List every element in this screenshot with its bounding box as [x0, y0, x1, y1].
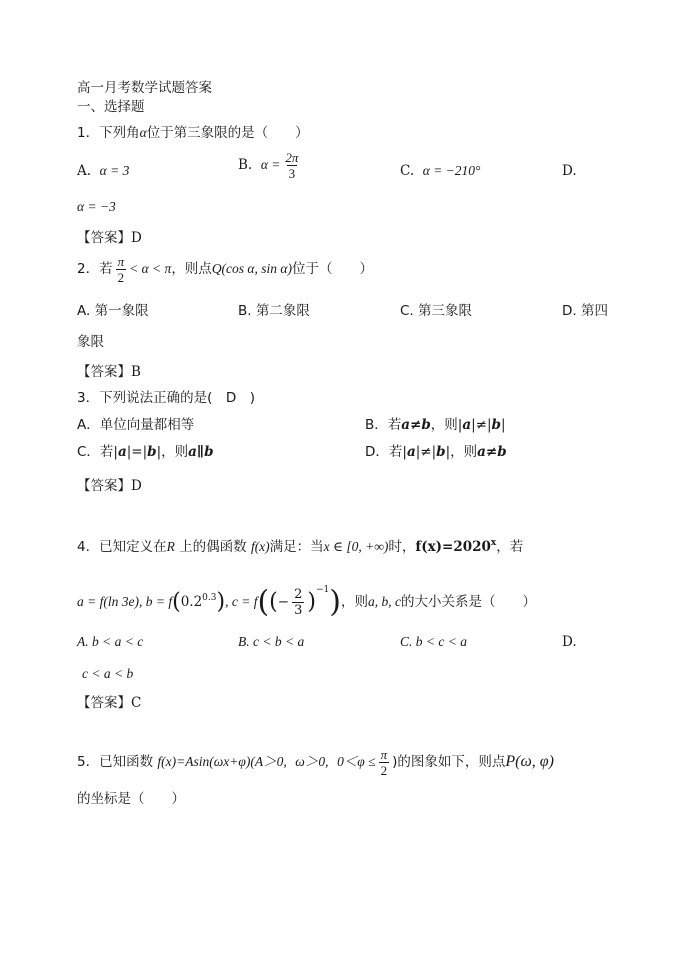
q2-answer: 【答案】B [77, 364, 141, 380]
question-1-stem: 1．下列角α位于第三象限的是（ ） [77, 125, 309, 141]
question-4-stem: 4．已知定义在R 上的偶函数 f(x)满足：当x ∈ [0, +∞)时，$f(x)=2020^x$，若 [77, 538, 524, 555]
q1-option-d-value: α = −3 [77, 199, 116, 214]
q3-option-d: D．若|a|≠|b|，则a≠b [365, 444, 507, 460]
q1-option-d-label: D. [562, 163, 577, 179]
q4-c-fraction: $\frac{2}{3}$ [294, 587, 303, 618]
q2-option-a: A. 第一象限 [77, 303, 149, 319]
q1-b-fraction: $\frac{2\pi}{3}$ [285, 150, 299, 181]
q1-option-a: A. α = 3 [77, 163, 130, 179]
page-title: 高一月考数学试题答案 [77, 80, 212, 96]
question-2-stem: 2．若 $\frac{\pi}{2}$ < α < π，则点Q(cos α, sin α)位于（ ） [77, 254, 373, 285]
q1-answer: 【答案】D [77, 230, 142, 246]
q2-option-d-cont: 象限 [77, 334, 104, 350]
q2-fraction: $\frac{\pi}{2}$ [117, 254, 125, 285]
q4-answer: 【答案】C [77, 695, 142, 711]
q1-option-c: C. α = −210° [400, 163, 481, 179]
q4-option-d-label: D. [562, 634, 577, 650]
question-5-stem: 5．已知函数 f(x)=Asin(ωx+φ)(A＞0, ω＞0, 0＜φ ≤ $\frac{\pi}{2}$ )的图象如下，则点P(ω, φ) [77, 747, 554, 778]
q4-option-d-value: c < a < b [82, 666, 134, 681]
q1-option-b: B. α = $\frac{2\pi}{3}$ [238, 150, 299, 181]
q4-option-a: A. b < a < c [77, 634, 144, 649]
q2-option-c: C. 第三象限 [400, 303, 473, 319]
q5-fraction: $\frac{\pi}{2}$ [380, 747, 388, 778]
q4-definitions: a = f(ln 3e), $b = f(0.2^{0.3})$, c = f((− $\frac{2}{3}$ )$^{-1}$)，则a, b, c的大小关系是（ ） [77, 584, 536, 620]
q3-answer: 【答案】D [77, 478, 142, 494]
q4-option-c: C. b < c < a [400, 634, 467, 649]
q3-option-c: C．若|a|=|b|，则a∥b [77, 444, 214, 460]
q4-option-b: B. c < b < a [238, 634, 305, 649]
question-3-stem: 3．下列说法正确的是( D ) [77, 390, 256, 406]
section-heading: 一、选择题 [77, 99, 145, 115]
question-5-stem-cont: 的坐标是（ ） [77, 791, 185, 807]
q2-option-d: D. 第四 [562, 303, 608, 319]
q3-option-b: B．若a≠b，则|a|≠|b| [365, 417, 506, 433]
q3-option-a: A．单位向量都相等 [77, 417, 195, 433]
q2-option-b: B. 第二象限 [238, 303, 310, 319]
